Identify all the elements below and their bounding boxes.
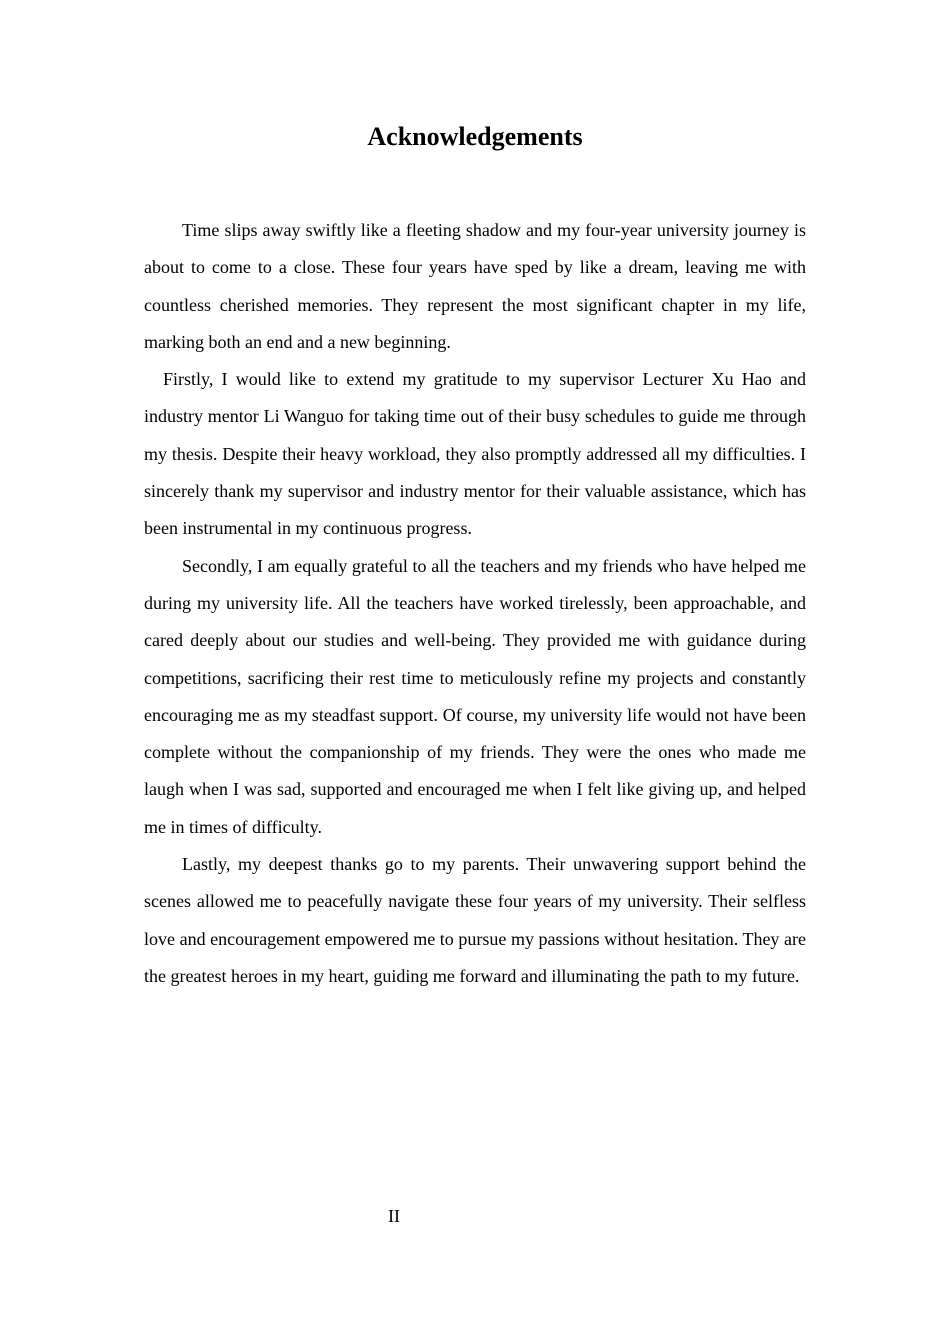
body-text [144,212,806,995]
paragraph: Lastly, my deepest thanks go to my parents. Their unwavering support behind the scenes allowed me to peacefully navigate these four years of my university. Their selfless love and encouragement empowered me to pursue my passions without hesitation. They are the greatest heroes in my heart, guiding me forward and illuminating the path to my future. [144,854,806,986]
paragraph: Time slips away swiftly like a fleeting shadow and my four-year university journey is about to come to a close. These four years have sped by like a dream, leaving me with countless cherished memories. They represent the most significant chapter in my life, marking both an end and a new beginning. [144,220,806,352]
page-title: Acknowledgements [367,122,583,151]
paragraph: Secondly, I am equally grateful to all the teachers and my friends who have helped me during my university life. All the teachers have worked tirelessly, been approachable, and cared deeply about our studies and well-being. They provided me with guidance during competitions, sacrificing their rest time to meticulously refine my projects and constantly encouraging me as my steadfast support. Of course, my university life would not have been complete without the companionship of my friends. They were the ones who made me laugh when I was sad, supported and encouraged me when I felt like giving up, and helped me in times of difficulty. [144,555,806,837]
page-number: II [388,1206,400,1226]
paragraph: Firstly, I would like to extend my gratitude to my supervisor Lecturer Xu Hao and industry mentor Li Wanguo for taking time out of their busy schedules to guide me through my thesis. Despite their heavy workload, they also promptly addressed all my difficulties. I sincerely thank my supervisor and industry mentor for their valuable assistance, which has been instrumental in my continuous progress. [144,369,806,539]
